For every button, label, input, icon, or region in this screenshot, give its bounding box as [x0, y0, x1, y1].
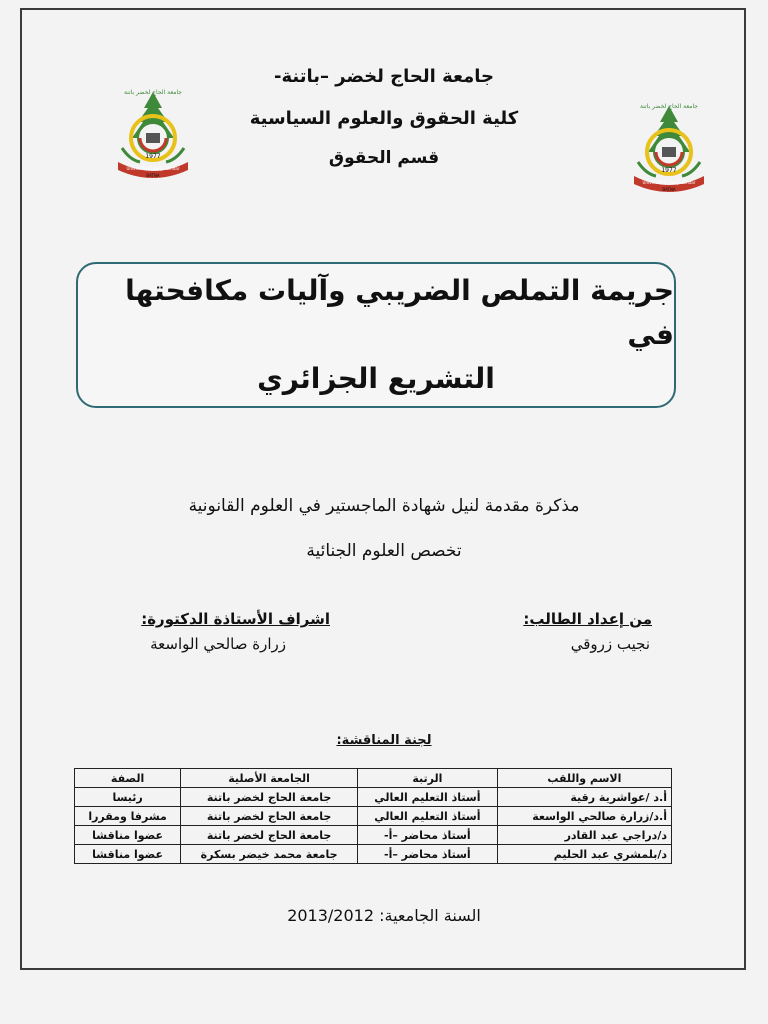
logo-city: BATNA	[146, 173, 160, 178]
column-header-rank: الرتبة	[358, 769, 498, 788]
member-name: د/بلمشري عبد الحليم	[497, 845, 671, 864]
table-row	[75, 826, 672, 845]
degree-statement: مذكرة مقدمة لنيل شهادة الماجستير في العلوم القانونية	[188, 496, 580, 516]
table-row	[75, 807, 672, 826]
supervisor-label: اشراف الأستاذة الدكتورة:	[141, 610, 330, 628]
department-name: قسم الحقوق	[328, 148, 440, 168]
column-header-name: الاسم واللقب	[497, 769, 671, 788]
member-role: مشرفا ومقررا	[75, 807, 181, 826]
member-name: أ.د/زرارة صالحي الواسعة	[497, 807, 671, 826]
member-university: جامعة محمد خيضر بسكرة	[181, 845, 358, 864]
thesis-title-line-2: التشريع الجزائري	[257, 362, 495, 395]
logo-latin-name: Université El Hadj Lakhdar	[126, 166, 180, 171]
logo-year: 1977	[661, 167, 677, 174]
member-university: جامعة الحاج لخضر باتنة	[181, 788, 358, 807]
specialization: تخصص العلوم الجنائية	[306, 541, 462, 561]
member-rank: أستاذ التعليم العالي	[358, 807, 498, 826]
column-header-role: الصفة	[75, 769, 181, 788]
member-name: د/دراجي عبد القادر	[497, 826, 671, 845]
thesis-title-box	[76, 262, 676, 408]
member-university: جامعة الحاج لخضر باتنة	[181, 807, 358, 826]
member-rank: أستاذ التعليم العالي	[358, 788, 498, 807]
academic-year-value: 2013/2012	[287, 906, 375, 925]
faculty-name: كلية الحقوق والعلوم السياسية	[249, 108, 519, 129]
table-row	[75, 788, 672, 807]
member-role: رئيسا	[75, 788, 181, 807]
logo-city: BATNA	[662, 187, 676, 192]
member-university: جامعة الحاج لخضر باتنة	[181, 826, 358, 845]
column-header-university: الجامعة الأصلية	[181, 769, 358, 788]
member-name: أ.د /عواشرية رقية	[497, 788, 671, 807]
member-role: عضوا مناقشا	[75, 826, 181, 845]
table-header-row	[75, 769, 672, 788]
committee-table	[74, 768, 672, 864]
table-row	[75, 845, 672, 864]
logo-arabic-name: جامعة الحاج لخضر باتنة	[123, 89, 183, 96]
member-rank: أستاذ محاضر –أ-	[358, 826, 498, 845]
logo-arabic-name: جامعة الحاج لخضر باتنة	[639, 103, 699, 110]
supervisor-name: زرارة صالحي الواسعة	[150, 635, 286, 653]
logo-year: 1977	[145, 153, 161, 160]
committee-label-text: لجنة المناقشة:	[336, 733, 432, 748]
thesis-title-line-1: جريمة التملص الضريبي وآليات مكافحتها في	[125, 274, 674, 351]
university-name: جامعة الحاج لخضر –باتنة-	[273, 66, 495, 87]
committee-label	[0, 733, 768, 748]
student-name: نجيب زروقي	[570, 635, 650, 653]
academic-year-label: السنة الجامعية:	[379, 906, 481, 925]
logo-latin-name: Université El Hadj Lakhdar	[642, 180, 696, 185]
member-role: عضوا مناقشا	[75, 845, 181, 864]
student-label: من إعداد الطالب:	[523, 610, 652, 628]
academic-year	[0, 906, 768, 925]
member-rank: أستاذ محاضر –أ-	[358, 845, 498, 864]
